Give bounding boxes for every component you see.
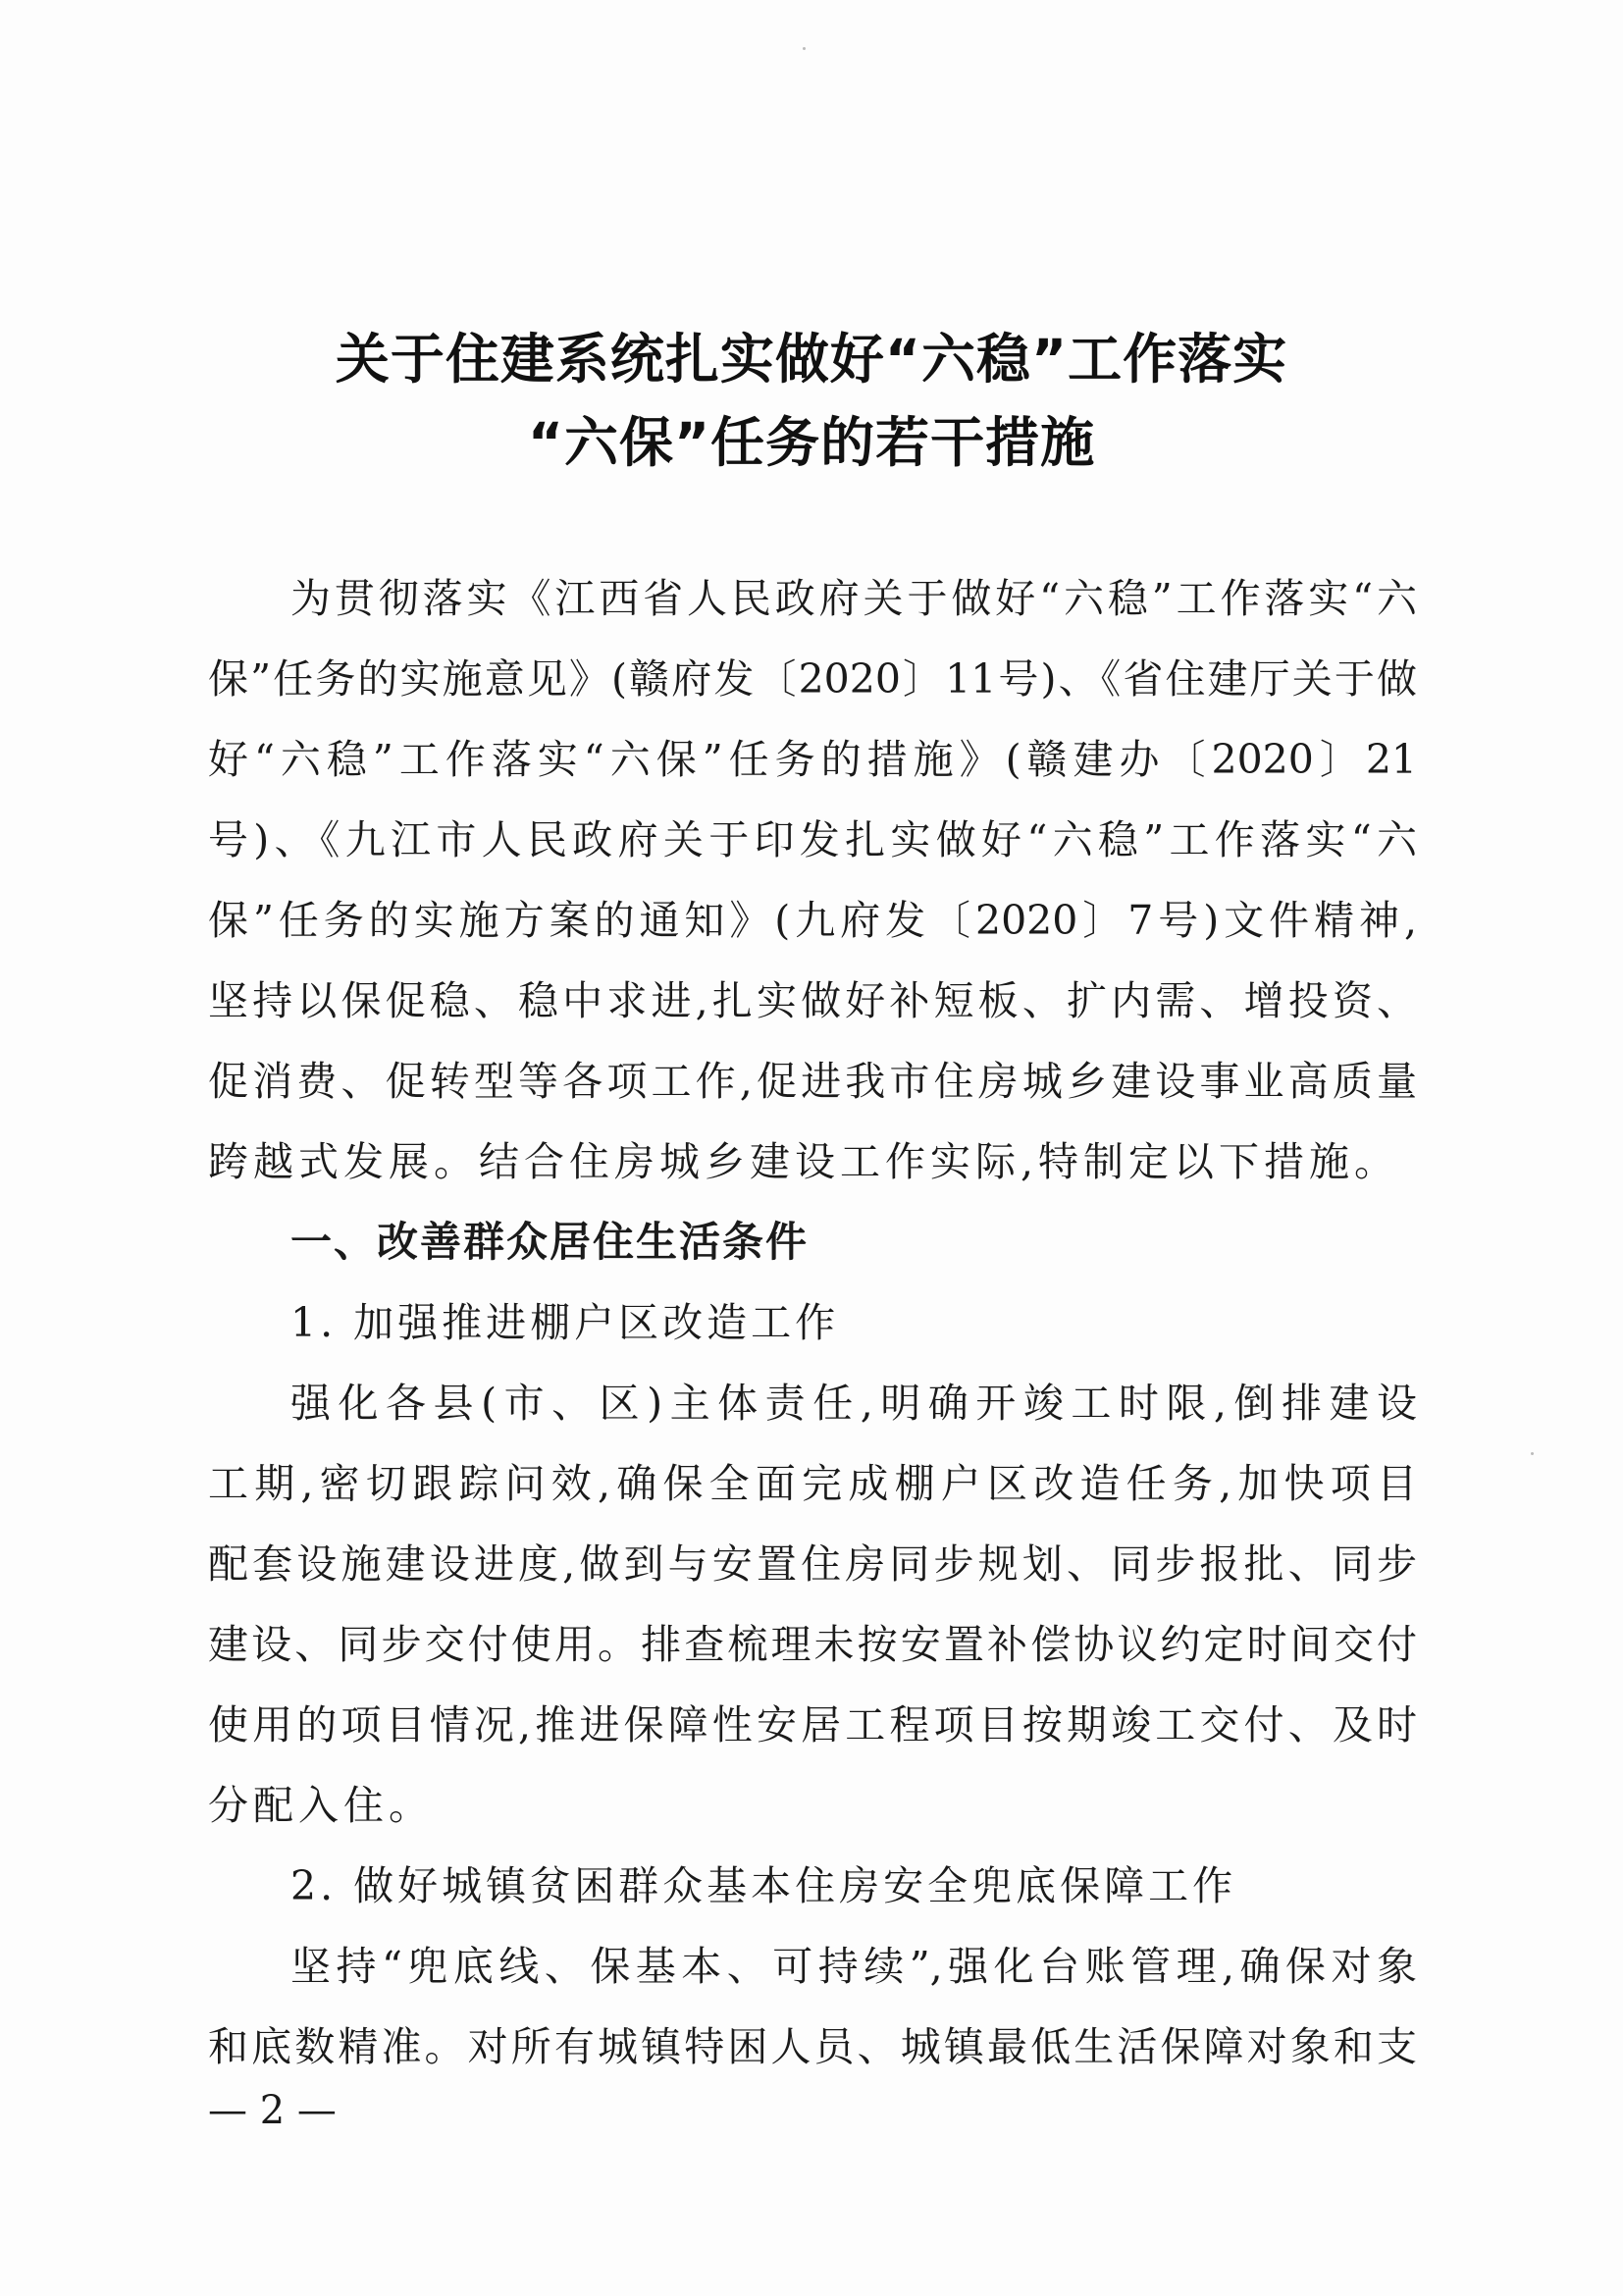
intro-line-3: 好“六稳”工作落实“六保”任务的措施》(赣建办〔2020〕21 [208,736,1417,783]
document-title-line-1: 关于住建系统扎实做好“六稳”工作落实 [335,328,1288,391]
item-1-line-4: 建设、同步交付使用。排查梳理未按安置补偿协议约定时间交付 [208,1621,1417,1668]
scan-speck [803,47,806,50]
section-1-heading: 一、改善群众居住生活条件 [290,1218,810,1266]
item-1-line-1: 强化各县(市、区)主体责任,明确开竣工时限,倒排建设 [290,1380,1417,1427]
item-1-line-2: 工期,密切跟踪问效,确保全面完成棚户区改造任务,加快项目 [208,1460,1417,1507]
intro-line-5: 保”任务的实施方案的通知》(九府发〔2020〕7号)文件精神, [208,897,1417,944]
item-1-line-6: 分配入住。 [208,1782,434,1829]
intro-line-8: 跨越式发展。结合住房城乡建设工作实际,特制定以下措施。 [208,1138,1400,1185]
intro-line-1: 为贯彻落实《江西省人民政府关于做好“六稳”工作落实“六 [290,575,1417,622]
item-2-heading: 2. 做好城镇贫困群众基本住房安全兜底保障工作 [290,1862,1237,1909]
page-number: — 2 — [208,2088,337,2133]
intro-line-6: 坚持以保促稳、稳中求进,扎实做好补短板、扩内需、增投资、 [208,977,1417,1024]
item-2-line-1: 坚持“兜底线、保基本、可持续”,强化台账管理,确保对象 [290,1943,1417,1990]
intro-line-2: 保”任务的实施意见》(赣府发〔2020〕11号)、《省住建厅关于做 [208,655,1417,703]
item-1-line-3: 配套设施建设进度,做到与安置住房同步规划、同步报批、同步 [208,1540,1417,1588]
scan-speck [1531,1452,1534,1455]
item-2-line-2: 和底数精准。对所有城镇特困人员、城镇最低生活保障对象和支 [208,2023,1417,2070]
intro-line-7: 促消费、促转型等各项工作,促进我市住房城乡建设事业高质量 [208,1058,1417,1105]
item-1-heading: 1. 加强推进棚户区改造工作 [290,1299,840,1346]
item-1-line-5: 使用的项目情况,推进保障性安居工程项目按期竣工交付、及时 [208,1701,1417,1748]
intro-line-4: 号)、《九江市人民政府关于印发扎实做好“六稳”工作落实“六 [208,816,1417,863]
document-title-line-2: “六保”任务的若干措施 [527,411,1096,474]
